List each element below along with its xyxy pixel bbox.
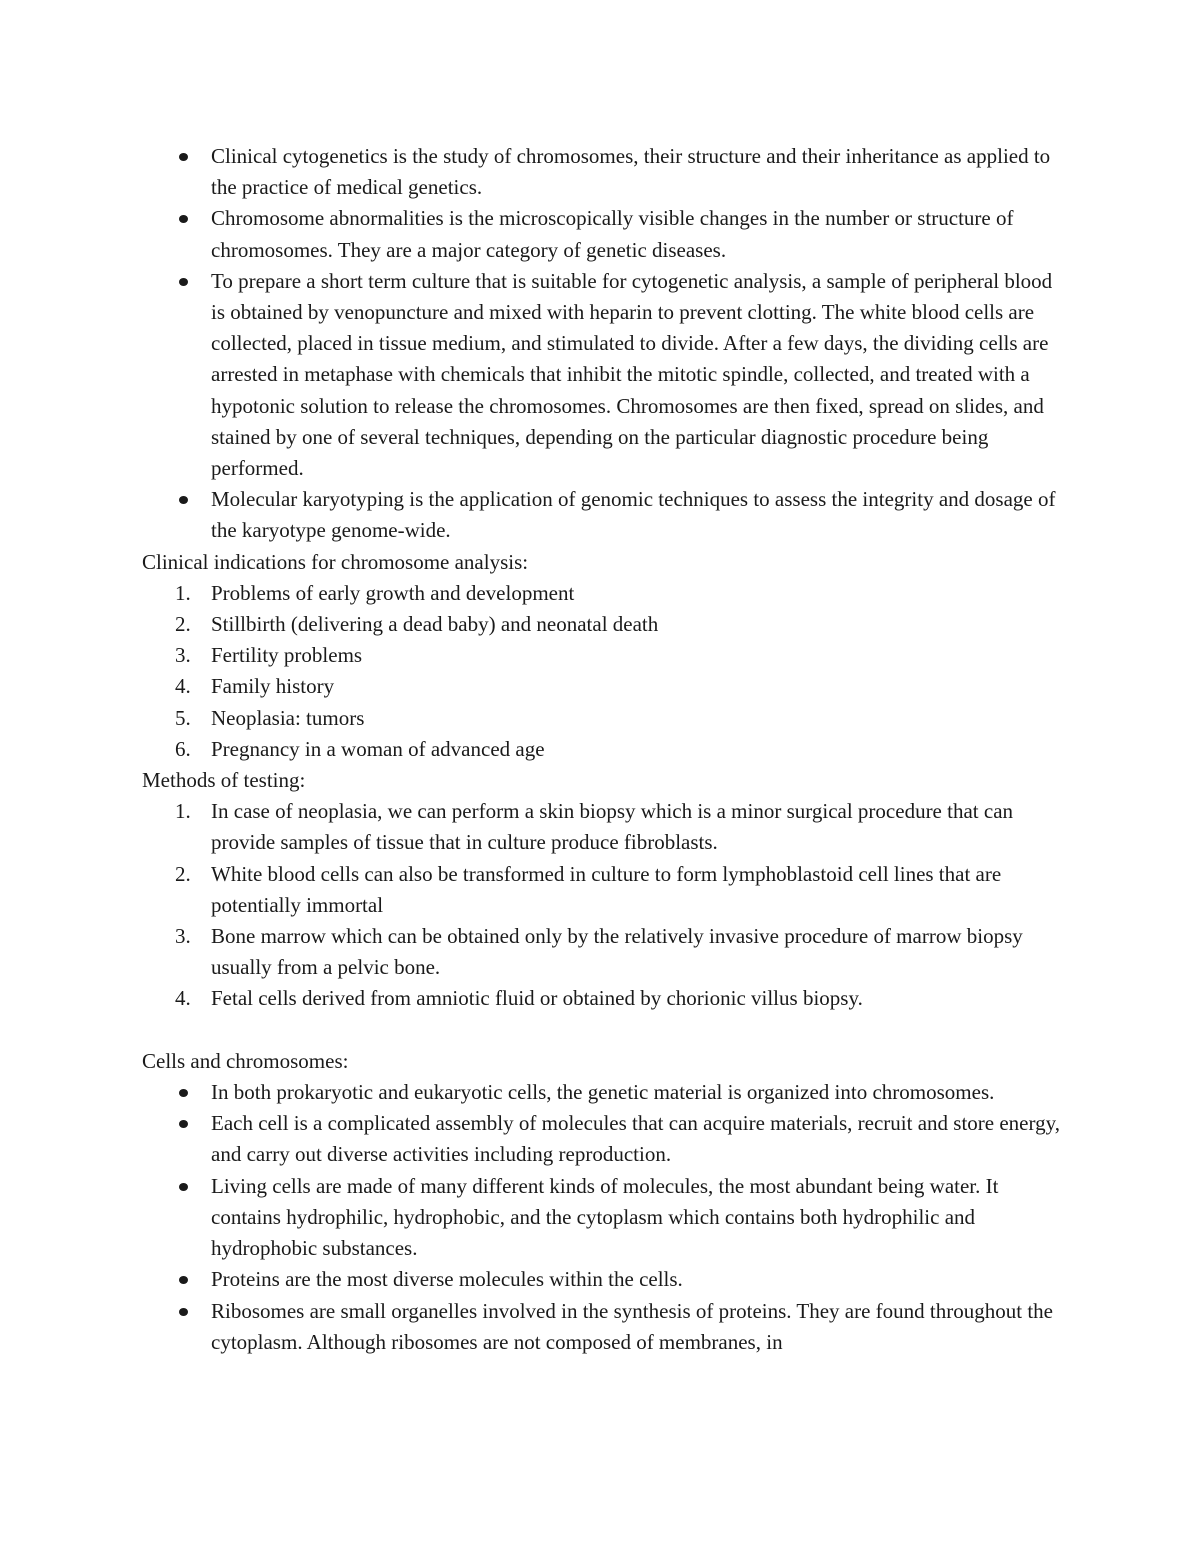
list-item-text: In case of neoplasia, we can perform a skin biopsy which is a minor surgical procedure that can provide samples of tissue that in culture produce fibroblasts. (211, 799, 1014, 855)
bullet-icon (179, 278, 188, 286)
list-item-text: Fertility problems (211, 643, 363, 668)
list-item-text: Problems of early growth and development (211, 580, 575, 605)
list-item (0, 609, 1200, 640)
intro-bullet-list (0, 141, 1200, 547)
list-number: 2. (175, 861, 191, 886)
blank-line (0, 1015, 1200, 1046)
list-item (0, 141, 1200, 203)
list-item-text: Proteins are the most diverse molecules within the cells. (211, 1267, 683, 1292)
list-item (0, 859, 1200, 921)
list-item-text: Ribosomes are small organelles involved in the synthesis of proteins. They are found throughout the cytoplasm. Although ribosomes are not composed of membranes, in (211, 1298, 1053, 1354)
list-number: 1. (175, 580, 191, 605)
bullet-icon (179, 1183, 188, 1191)
list-item-text: Family history (211, 674, 335, 699)
list-item (0, 983, 1200, 1014)
cells-heading: Cells and chromosomes: (142, 1048, 349, 1073)
list-item (0, 921, 1200, 983)
list-item (0, 796, 1200, 858)
list-number: 3. (175, 924, 191, 949)
list-item-text: Bone marrow which can be obtained only by the relatively invasive procedure of marrow biopsy usually from a pelvic bone. (211, 924, 1023, 980)
cells-bullet-list (0, 1077, 1200, 1358)
document-page (0, 141, 1200, 1358)
list-item (0, 1296, 1200, 1358)
list-item (0, 703, 1200, 734)
indications-heading: Clinical indications for chromosome analysis: (142, 549, 529, 574)
list-item-text: Each cell is a complicated assembly of molecules that can acquire materials, recruit and store energy, and carry out diverse activities including reproduction. (211, 1111, 1060, 1167)
list-item-text: In both prokaryotic and eukaryotic cells, the genetic material is organized into chromosomes. (211, 1080, 995, 1105)
list-item-text: Fetal cells derived from amniotic fluid or obtained by chorionic villus biopsy. (211, 986, 863, 1011)
bullet-icon (179, 496, 188, 504)
list-item-text: Chromosome abnormalities is the microscopically visible changes in the number or structure of chromosomes. They are a major category of genetic diseases. (211, 206, 1014, 262)
bullet-icon (179, 215, 188, 223)
list-item-text: Pregnancy in a woman of advanced age (211, 736, 545, 761)
indications-list (0, 578, 1200, 765)
list-item-text: To prepare a short term culture that is suitable for cytogenetic analysis, a sample of peripheral blood is obtained by venopuncture and mixed with heparin to prevent clotting. The white blood cells are collected, placed in tissue medium, and stimulated to divide. After a few days, the dividing cells are arrested in metaphase with chemicals that inhibit the mitotic spindle, collected, and treated with a hypotonic solution to release the chromosomes. Chromosomes are then fixed, spread on slides, and stained by one of several techniques, depending on the particular diagnostic procedure being performed. (211, 268, 1053, 481)
list-item (0, 1108, 1200, 1170)
list-number: 2. (175, 612, 191, 637)
list-number: 1. (175, 799, 191, 824)
list-number: 4. (175, 986, 191, 1011)
list-item-text: Clinical cytogenetics is the study of chromosomes, their structure and their inheritance as applied to the practice of medical genetics. (211, 144, 1051, 200)
list-number: 3. (175, 643, 191, 668)
list-item-text: White blood cells can also be transformed in culture to form lymphoblastoid cell lines that are potentially immortal (211, 861, 1002, 917)
bullet-icon (179, 1089, 188, 1097)
list-item (0, 1077, 1200, 1108)
list-item (0, 484, 1200, 546)
methods-list (0, 796, 1200, 1014)
list-number: 5. (175, 705, 191, 730)
list-item (0, 671, 1200, 702)
list-number: 6. (175, 736, 191, 761)
bullet-icon (179, 153, 188, 161)
list-item (0, 266, 1200, 484)
list-item (0, 1264, 1200, 1295)
list-item-text: Stillbirth (delivering a dead baby) and neonatal death (211, 612, 659, 637)
list-item (0, 203, 1200, 265)
bullet-icon (179, 1308, 188, 1316)
list-item (0, 578, 1200, 609)
list-item (0, 734, 1200, 765)
list-number: 4. (175, 674, 191, 699)
list-item-text: Molecular karyotyping is the application of genomic techniques to assess the integrity and dosage of the karyotype genome-wide. (211, 487, 1056, 543)
bullet-icon (179, 1276, 188, 1284)
methods-heading: Methods of testing: (142, 768, 306, 793)
list-item (0, 1171, 1200, 1265)
bullet-icon (179, 1120, 188, 1128)
list-item-text: Living cells are made of many different kinds of molecules, the most abundant being water. It contains hydrophilic, hydrophobic, and the cytoplasm which contains both hydrophilic and hydrophobic substances. (211, 1173, 999, 1261)
list-item (0, 640, 1200, 671)
list-item-text: Neoplasia: tumors (211, 705, 365, 730)
